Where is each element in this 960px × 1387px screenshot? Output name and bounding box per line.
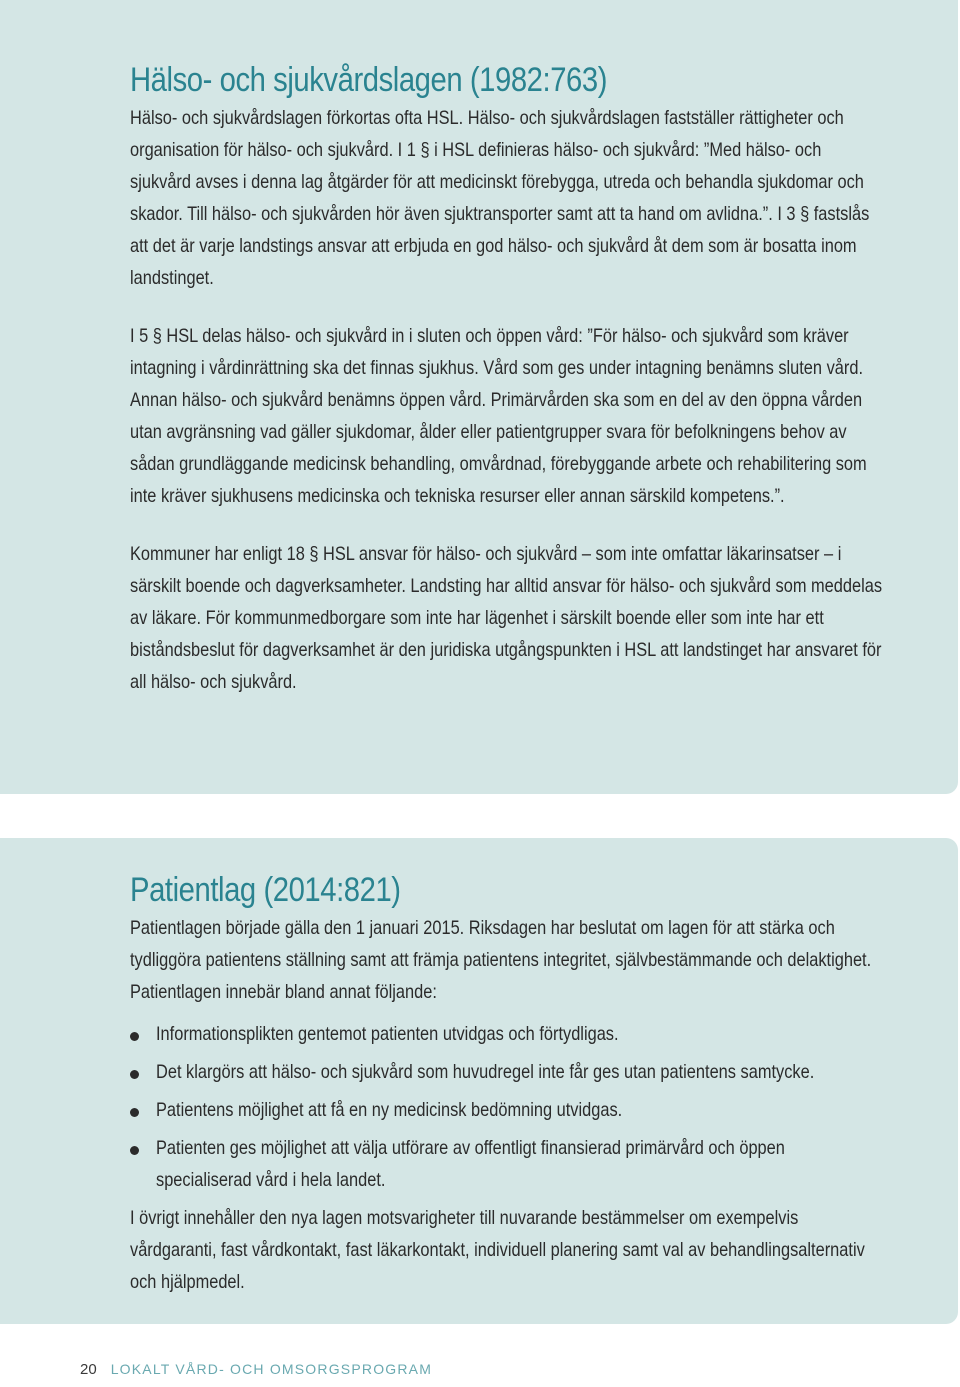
bullet-text: Patientens möjlighet att få en ny medicinsk bedömning utvidgas. [156,1099,623,1121]
patientlag-intro: Patientlagen började gälla den 1 januari 2015. Riksdagen har beslutat om lagen för att stärka och tydliggöra patientens ställning samt att främja patientens integritet, självbestämmande och delaktighet. Patientlagen innebär bland annat följande: [130,917,872,1003]
hsl-content [130,58,890,698]
bullet-icon [130,1108,139,1117]
list-item [130,1132,890,1196]
page-footer [80,1361,432,1385]
patientlag-outro: I övrigt innehåller den nya lagen motsvarigheter till nuvarande bestämmelser om exempelvis vårdgaranti, fast vårdkontakt, fast läkarkontakt, individuell planering samt val av behandlingsalternativ och hjälpmedel. [130,1207,865,1293]
patientlag-title: Patientlag (2014:821) [130,871,401,909]
list-item [130,1094,890,1126]
patientlag-bullet-list [130,1018,890,1196]
hsl-paragraph-1: Hälso- och sjukvårdslagen förkortas ofta HSL. Hälso- och sjukvårdslagen fastställer rättigheter och organisation för hälso- och sjukvård. I 1 § i HSL definieras hälso- och sjukvård: ”Med hälso- och sjukvård avses i denna lag åtgärder för att medicinskt förebygga, utreda och behandla sjukdomar och skador. Till hälso- och sjukvården hör även sjuktransporter samt att ta hand om avlidna.”. I 3 § fastslås att det är varje landstings ansvar att erbjuda en god hälso- och sjukvård åt dem som är bosatta inom landstinget. [130,107,870,289]
list-item [130,1018,890,1050]
document-name: LOKALT VÅRD- OCH OMSORGSPROGRAM [110,1361,433,1377]
bullet-icon [130,1070,139,1079]
patientlag-content [130,868,890,1298]
patientlag-section [0,838,958,1324]
bullet-text: Informationsplikten gentemot patienten utvidgas och förtydligas. [156,1023,619,1045]
bullet-icon [130,1146,139,1155]
page-number: 20 [80,1361,97,1378]
hsl-paragraph-3: Kommuner har enligt 18 § HSL ansvar för hälso- och sjukvård – som inte omfattar läkarinsatser – i särskilt boende och dagverksamheter. Landsting har alltid ansvar för hälso- och sjukvård som meddelas av läkare. För kommunmedborgare som inte har lägenhet i särskilt boende eller som inte har ett biståndsbeslut för dagverksamhet är den juridiska utgångspunkten i HSL att landstinget har ansvaret för all hälso- och sjukvård. [130,543,883,693]
hsl-paragraph-2: I 5 § HSL delas hälso- och sjukvård in i sluten och öppen vård: ”För hälso- och sjukvård som kräver intagning i vårdinrättning ska det finnas sjukhus. Vård som ges under intagning benämns sluten vård. Annan hälso- och sjukvård benämns öppen vård. Primärvården ska som en del av den öppna vården utan avgränsning vad gäller sjukdomar, ålder eller patientgrupper svara för befolkningens behov av sådan grundläggande medicinsk behandling, omvårdnad, förebyggande arbete och rehabilitering som inte kräver sjukhusens medicinska och tekniska resurser eller annan särskild kompetens.”. [130,325,867,507]
list-item [130,1056,890,1088]
bullet-icon [130,1032,139,1041]
hsl-title: Hälso- och sjukvårdslagen (1982:763) [130,61,608,99]
bullet-text: Patienten ges möjlighet att välja utförare av offentligt finansierad primärvård och öppen specialiserad vård i hela landet. [156,1137,785,1191]
bullet-text: Det klargörs att hälso- och sjukvård som huvudregel inte får ges utan patientens samtycke. [156,1061,815,1083]
